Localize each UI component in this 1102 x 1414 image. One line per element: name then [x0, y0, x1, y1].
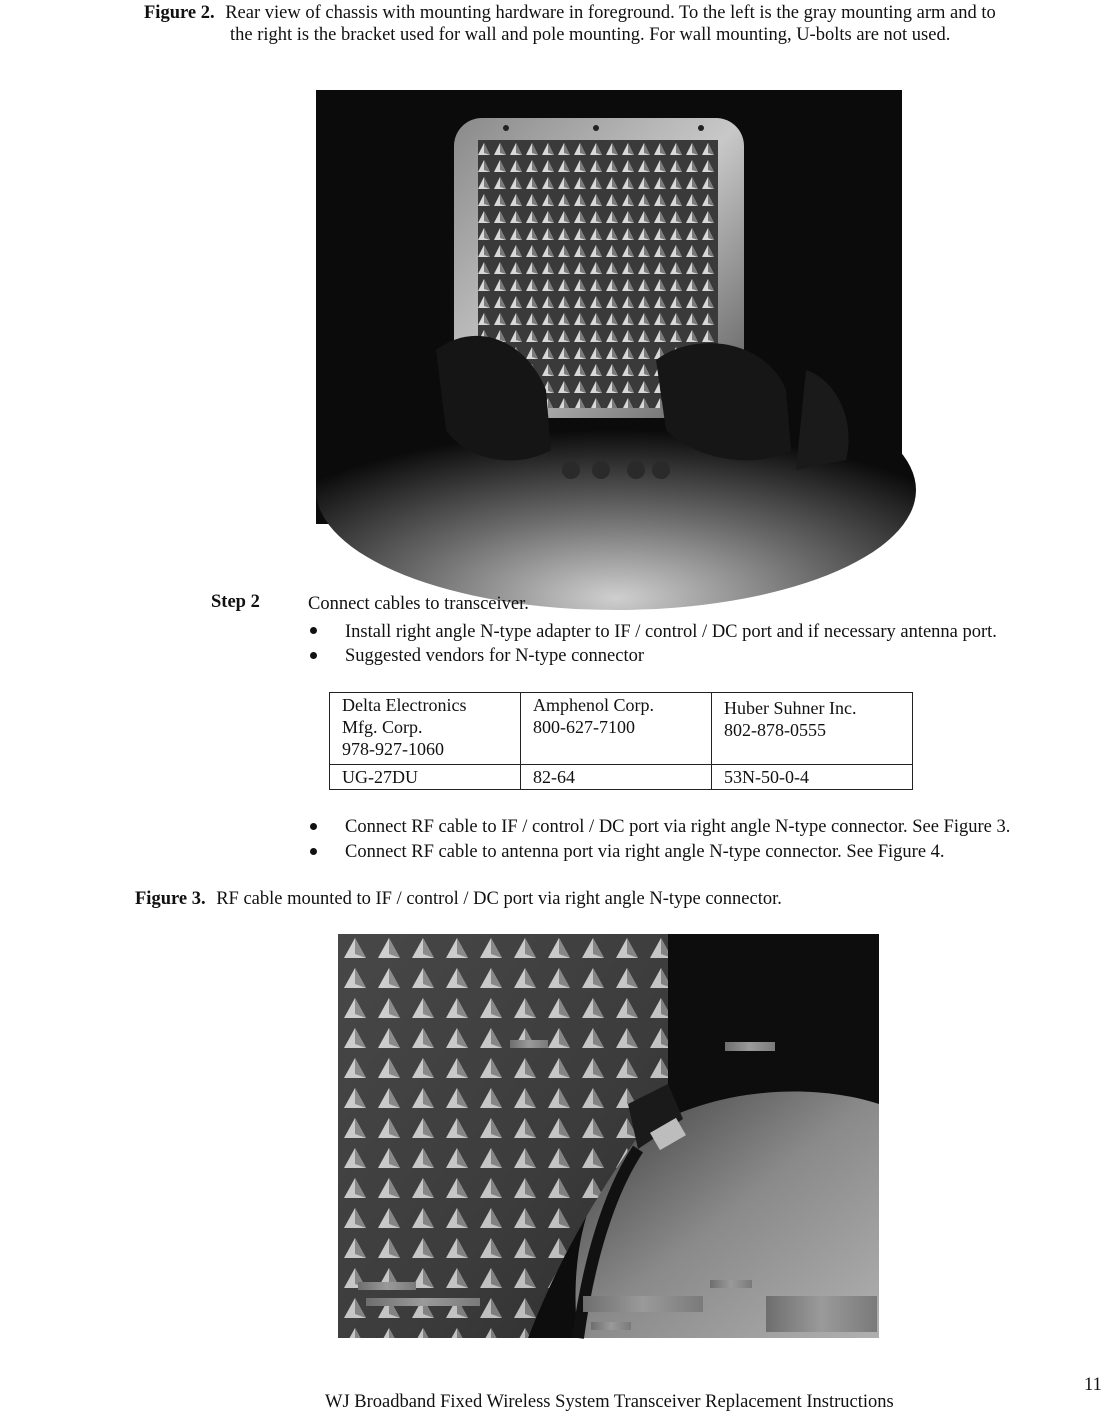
part-number-amphenol: 82-64	[521, 765, 712, 790]
figure-2-photo	[316, 90, 902, 524]
redacted-label	[358, 1282, 416, 1290]
step-label: Step 2	[211, 592, 260, 612]
vendor-name: Amphenol Corp.	[533, 695, 654, 715]
vendor-name: Huber Suhner Inc.	[724, 698, 857, 718]
vendor-name: Delta Electronics	[342, 695, 467, 715]
part-number-huber: 53N-50-0-4	[712, 765, 913, 790]
bullet-dot	[310, 823, 317, 830]
vendor-name-line2: Mfg. Corp.	[342, 717, 423, 737]
part-number-delta: UG-27DU	[330, 765, 521, 790]
vendor-cell-delta	[330, 693, 521, 765]
vendor-phone: 978-927-1060	[342, 739, 444, 759]
figure-2-caption	[144, 2, 1094, 24]
figure-2-caption-line2: the right is the bracket used for wall and pole mounting. For wall mounting, U-bolts are not used.	[230, 25, 951, 45]
figure-2-label: Figure 2.	[144, 3, 215, 23]
vendor-cell-huber	[712, 693, 913, 765]
figure-3-photo	[338, 934, 879, 1338]
vendor-phone: 800-627-7100	[533, 717, 635, 737]
bullet-dot	[310, 848, 317, 855]
vendor-table	[329, 692, 913, 790]
redacted-label	[766, 1296, 877, 1332]
redacted-label	[583, 1296, 703, 1312]
redacted-label	[366, 1298, 480, 1306]
page-number: 11	[1084, 1375, 1102, 1395]
redacted-label	[710, 1280, 752, 1288]
chassis-rear-illustration	[316, 90, 902, 524]
bullet-connect-antenna-port: Connect RF cable to antenna port via right angle N-type connector. See Figure 4.	[345, 842, 945, 862]
figure-3-caption	[135, 888, 935, 910]
table-row	[330, 693, 913, 765]
redacted-label	[510, 1040, 548, 1048]
figure-3-caption-text: RF cable mounted to IF / control / DC port via right angle N-type connector.	[216, 889, 782, 909]
vendor-cell-amphenol	[521, 693, 712, 765]
redacted-label	[725, 1042, 775, 1051]
figure-2-caption-line1: Rear view of chassis with mounting hardware in foreground. To the left is the gray mounting arm and to	[225, 3, 996, 23]
figure-3-label: Figure 3.	[135, 889, 206, 909]
redacted-label	[591, 1322, 631, 1330]
bullet-dot	[310, 627, 317, 634]
bullet-suggested-vendors: Suggested vendors for N-type connector	[345, 646, 644, 666]
bullet-dot	[310, 652, 317, 659]
bullet-install-adapter: Install right angle N-type adapter to IF / control / DC port and if necessary antenna port.	[345, 622, 997, 642]
table-row	[330, 765, 913, 790]
vendor-phone: 802-878-0555	[724, 720, 826, 740]
rf-cable-illustration	[338, 934, 879, 1338]
footer-title: WJ Broadband Fixed Wireless System Transceiver Replacement Instructions	[325, 1392, 894, 1412]
bullet-connect-if-port: Connect RF cable to IF / control / DC port via right angle N-type connector. See Figure 3.	[345, 817, 1011, 837]
step-title: Connect cables to transceiver.	[308, 594, 529, 614]
